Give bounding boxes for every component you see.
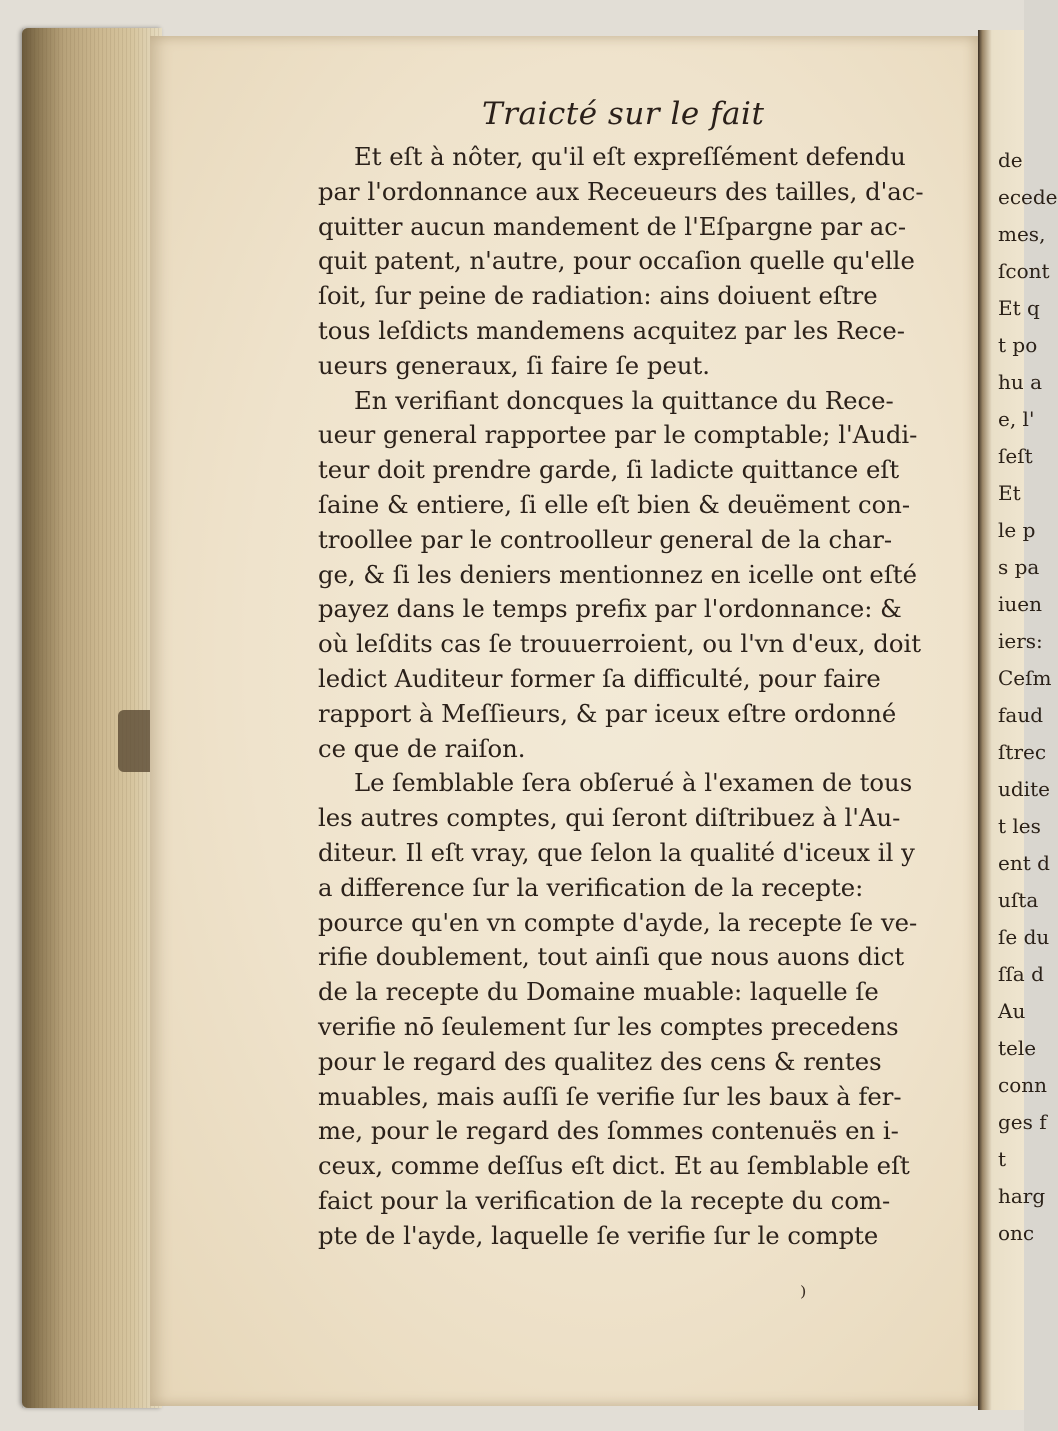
text-line: diteur. Il eſt vray, que ſelon la qualité d'iceux il y (318, 837, 915, 867)
facing-fragment: Et (998, 481, 1021, 505)
text-line: En verifiant doncques la quittance du Rece- (354, 385, 894, 415)
text-line: pource qu'en vn compte d'ayde, la recepte ſe ve- (318, 907, 918, 937)
facing-fragment: ſtrec (998, 740, 1047, 764)
facing-fragment: t les (998, 814, 1041, 838)
facing-fragment: t po (998, 333, 1038, 357)
facing-fragment: udite (998, 777, 1050, 801)
facing-fragment: ecede (998, 185, 1058, 209)
facing-fragment: hu a (998, 370, 1043, 394)
facing-fragment: Et q (998, 296, 1040, 320)
text-line: verifie nō ſeulement ſur les comptes precedens (318, 1011, 899, 1041)
facing-fragment: de (998, 148, 1023, 172)
text-line: pte de l'ayde, laquelle ſe verifie ſur le compte (318, 1220, 879, 1250)
facing-fragment: onc (998, 1221, 1035, 1245)
facing-page-edge (978, 30, 1058, 1410)
text-line: les autres comptes, qui ſeront diſtribuez à l'Au- (318, 803, 901, 833)
facing-fragment: faud (998, 703, 1044, 727)
text-line: payez dans le temps prefix par l'ordonnance: & (318, 594, 902, 624)
facing-fragment: conn (998, 1073, 1048, 1097)
text-line: rapport à Meſſieurs, & par iceux eſtre ordonné (318, 698, 897, 728)
facing-fragment: mes, (998, 222, 1046, 246)
text-line: quitter aucun mandement de l'Eſpargne par ac- (318, 211, 907, 241)
facing-fragment: t (998, 1147, 1007, 1171)
facing-fragment: ſe du (998, 925, 1050, 949)
catchword-mark: ⁾ (800, 1282, 807, 1312)
text-line: teur doit prendre garde, ſi ladicte quittance eſt (318, 455, 900, 485)
text-line: ſaine & entiere, ſi elle eſt bien & deuëment con- (318, 489, 911, 519)
text-line: ſoit, ſur peine de radiation: ains doiuent eſtre (318, 281, 878, 311)
page-body-text (318, 140, 924, 1254)
text-line: faict pour la verification de la recepte du com- (318, 1185, 891, 1215)
text-line: ueurs generaux, ſi faire ſe peut. (318, 350, 710, 380)
text-line: ce que de raiſon. (318, 733, 526, 763)
text-line: de la recepte du Domaine muable: laquelle ſe (318, 977, 879, 1007)
text-line: Le ſemblable ſera obſerué à l'examen de tous (354, 768, 913, 798)
text-line: a difference ſur la verification de la recepte: (318, 872, 864, 902)
facing-fragment: ges f (998, 1110, 1047, 1134)
facing-fragment: e, l' (998, 407, 1035, 431)
text-line: tous leſdicts mandemens acquitez par les Rece- (318, 315, 905, 345)
facing-fragment: iuen (998, 592, 1042, 616)
text-line: troollee par le controolleur general de la char- (318, 524, 893, 554)
facing-fragment: ſſa d (998, 962, 1044, 986)
text-line: pour le regard des qualitez des cens & rentes (318, 1046, 882, 1076)
text-line: ge, & ſi les deniers mentionnez en icelle ont eſté (318, 559, 917, 589)
text-line: Et eſt à nôter, qu'il eſt expreſſément defendu (354, 142, 906, 171)
facing-fragment: iers: (998, 629, 1043, 653)
facing-fragment: tele (998, 1036, 1037, 1060)
facing-fragment: Au (998, 999, 1026, 1023)
facing-fragment: ſcont (998, 259, 1050, 283)
text-line: ledict Auditeur former ſa difficulté, pour faire (318, 663, 881, 693)
facing-fragment: harg (998, 1184, 1046, 1208)
facing-fragment: ſeſt (998, 444, 1033, 468)
text-line: muables, mais auſſi ſe verifie ſur les baux à fer- (318, 1081, 902, 1111)
text-line: me, pour le regard des ſommes contenuës en i- (318, 1116, 899, 1146)
facing-fragment: uſta (998, 888, 1039, 912)
facing-page-text (978, 30, 1058, 1252)
facing-fragment: Ceſm (998, 666, 1052, 690)
text-line: ueur general rapportee par le comptable; l'Audi- (318, 420, 918, 450)
facing-fragment: ent d (998, 851, 1050, 875)
text-line: par l'ordonnance aux Receueurs des tailles, d'ac- (318, 176, 924, 206)
facing-fragment: le p (998, 518, 1036, 542)
text-line: où leſdits cas ſe trouuerroient, ou l'vn d'eux, doit (318, 629, 922, 659)
text-line: quit patent, n'autre, pour occaſion quelle qu'elle (318, 246, 915, 276)
text-line: rifie doublement, tout ainſi que nous auons dict (318, 942, 905, 972)
text-line: ceux, comme deſſus eſt dict. Et au ſemblable eſt (318, 1151, 910, 1181)
running-header: Traicté sur le fait (482, 96, 765, 132)
facing-fragment: s pa (998, 555, 1040, 579)
